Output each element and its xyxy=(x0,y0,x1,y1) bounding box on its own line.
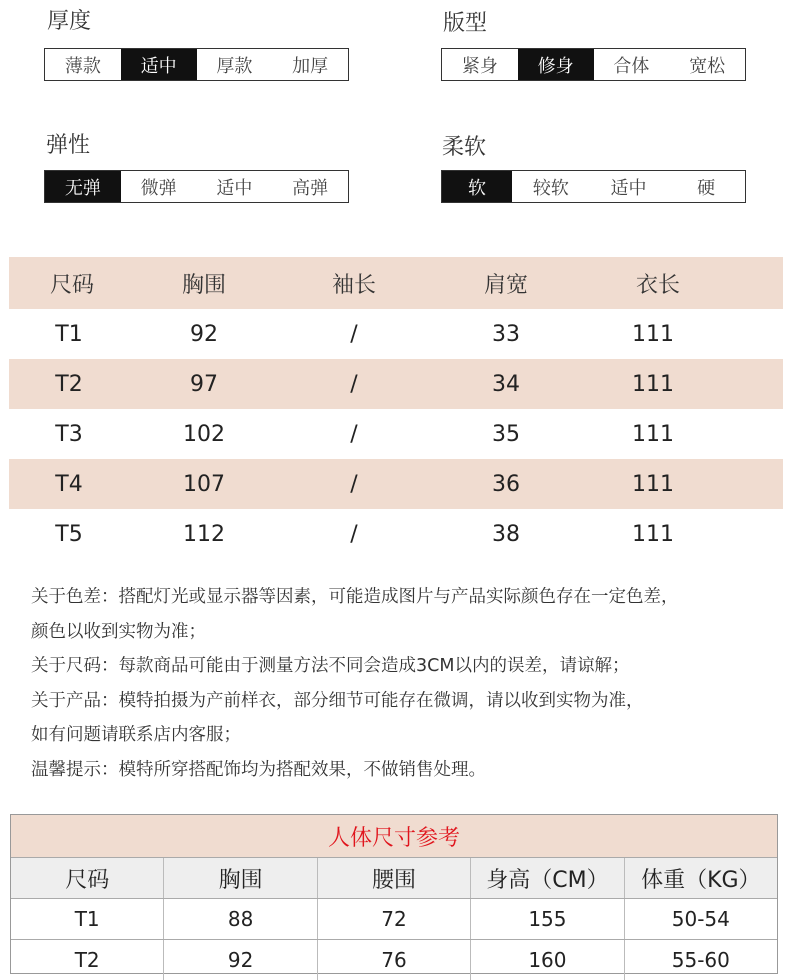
cell-sleeve: / xyxy=(350,321,358,347)
header-height: 身高（CM） xyxy=(470,858,623,898)
cell-chest: 107 xyxy=(183,471,225,497)
thickness-option-extra-thick[interactable]: 加厚 xyxy=(292,55,329,77)
fit-selector xyxy=(441,48,746,81)
header-sleeve: 袖长 xyxy=(331,272,376,298)
elasticity-selector xyxy=(44,170,349,203)
cell-sleeve: / xyxy=(350,521,358,547)
header-size: 尺码 xyxy=(49,272,94,298)
thickness-option-medium[interactable]: 适中 xyxy=(121,49,197,80)
table-row xyxy=(9,409,783,459)
cell-length: 111 xyxy=(632,521,674,547)
body-size-table-header xyxy=(11,857,777,898)
cell-chest: 92 xyxy=(190,321,218,347)
cell-chest: 92 xyxy=(163,940,316,980)
header-shoulder: 肩宽 xyxy=(483,272,528,298)
attr-title-softness: 柔软 xyxy=(442,135,487,160)
table-row xyxy=(9,309,783,359)
cell-chest: 88 xyxy=(163,899,316,939)
cell-length: 111 xyxy=(632,371,674,397)
attr-title-thickness: 厚度 xyxy=(47,9,92,34)
cell-size: T1 xyxy=(74,907,100,931)
cell-sleeve: / xyxy=(350,471,358,497)
size-table-header xyxy=(9,257,783,309)
note-color-difference-cont: 颜色以收到实物为准； xyxy=(31,621,206,642)
cell-sleeve: / xyxy=(350,371,358,397)
cell-shoulder: 34 xyxy=(492,371,520,397)
body-size-table-title: 人体尺寸参考 xyxy=(11,815,777,857)
header-length: 衣长 xyxy=(635,272,680,298)
notes xyxy=(31,580,771,787)
cell-size: T3 xyxy=(55,421,83,447)
note-color-difference: 关于色差：搭配灯光或显示器等因素，可能造成图片与产品实际颜色存在一定色差， xyxy=(31,587,679,607)
softness-option-fairly-soft[interactable]: 较软 xyxy=(532,177,569,199)
cell-chest: 97 xyxy=(190,371,218,397)
thickness-option-thick[interactable]: 厚款 xyxy=(216,55,253,77)
header-chest: 胸围 xyxy=(181,272,226,298)
cell-shoulder: 36 xyxy=(492,471,520,497)
cell-shoulder: 38 xyxy=(492,521,520,547)
softness-option-soft[interactable]: 软 xyxy=(442,171,512,202)
cell-length: 111 xyxy=(632,321,674,347)
fit-option-loose[interactable]: 宽松 xyxy=(689,55,726,77)
cell-waist: 72 xyxy=(317,899,470,939)
softness-selector xyxy=(441,170,746,203)
note-tip: 温馨提示：模特所穿搭配饰均为搭配效果，不做销售处理。 xyxy=(31,759,486,780)
elasticity-option-medium[interactable]: 适中 xyxy=(216,177,253,199)
table-row xyxy=(11,898,777,939)
table-row xyxy=(9,459,783,509)
fit-option-regular[interactable]: 合体 xyxy=(613,55,650,77)
cell-size: T5 xyxy=(55,521,83,547)
note-product-cont: 如有问题请联系店内客服； xyxy=(31,725,241,745)
elasticity-option-none[interactable]: 无弹 xyxy=(45,171,121,202)
attr-title-fit: 版型 xyxy=(443,11,488,36)
cell-size: T2 xyxy=(55,371,83,397)
header-size: 尺码 xyxy=(65,867,110,893)
note-size: 关于尺码：每款商品可能由于测量方法不同会造成3CM以内的误差，请谅解； xyxy=(31,656,630,676)
size-table xyxy=(9,257,783,559)
cell-length: 111 xyxy=(632,421,674,447)
table-row xyxy=(9,509,783,559)
cell-size: T2 xyxy=(74,948,100,972)
cell-sleeve: / xyxy=(350,421,358,447)
elasticity-option-high[interactable]: 高弹 xyxy=(292,177,329,199)
elasticity-option-slight[interactable]: 微弹 xyxy=(140,177,177,199)
cell-height: 160 xyxy=(470,940,623,980)
cell-height: 155 xyxy=(470,899,623,939)
thickness-option-thin[interactable]: 薄款 xyxy=(64,55,101,77)
cell-size: T1 xyxy=(55,321,83,347)
body-size-table xyxy=(10,814,778,974)
softness-option-medium[interactable]: 适中 xyxy=(610,177,647,199)
cell-weight: 55-60 xyxy=(624,940,777,980)
header-waist: 腰围 xyxy=(317,858,470,898)
note-product: 关于产品：模特拍摄为产前样衣，部分细节可能存在微调，请以收到实物为准， xyxy=(31,690,644,711)
attr-title-elasticity: 弹性 xyxy=(46,133,91,158)
cell-chest: 112 xyxy=(183,521,225,547)
table-row xyxy=(9,359,783,409)
cell-length: 111 xyxy=(632,471,674,497)
cell-size: T4 xyxy=(55,471,83,497)
cell-waist: 76 xyxy=(317,940,470,980)
softness-option-hard[interactable]: 硬 xyxy=(697,177,716,199)
fit-option-slim[interactable]: 修身 xyxy=(518,49,594,80)
cell-shoulder: 33 xyxy=(492,321,520,347)
header-weight: 体重（KG） xyxy=(624,858,777,898)
cell-shoulder: 35 xyxy=(492,421,520,447)
header-chest: 胸围 xyxy=(163,858,316,898)
thickness-selector xyxy=(44,48,349,81)
cell-chest: 102 xyxy=(183,421,225,447)
fit-option-tight[interactable]: 紧身 xyxy=(461,55,498,77)
cell-weight: 50-54 xyxy=(624,899,777,939)
